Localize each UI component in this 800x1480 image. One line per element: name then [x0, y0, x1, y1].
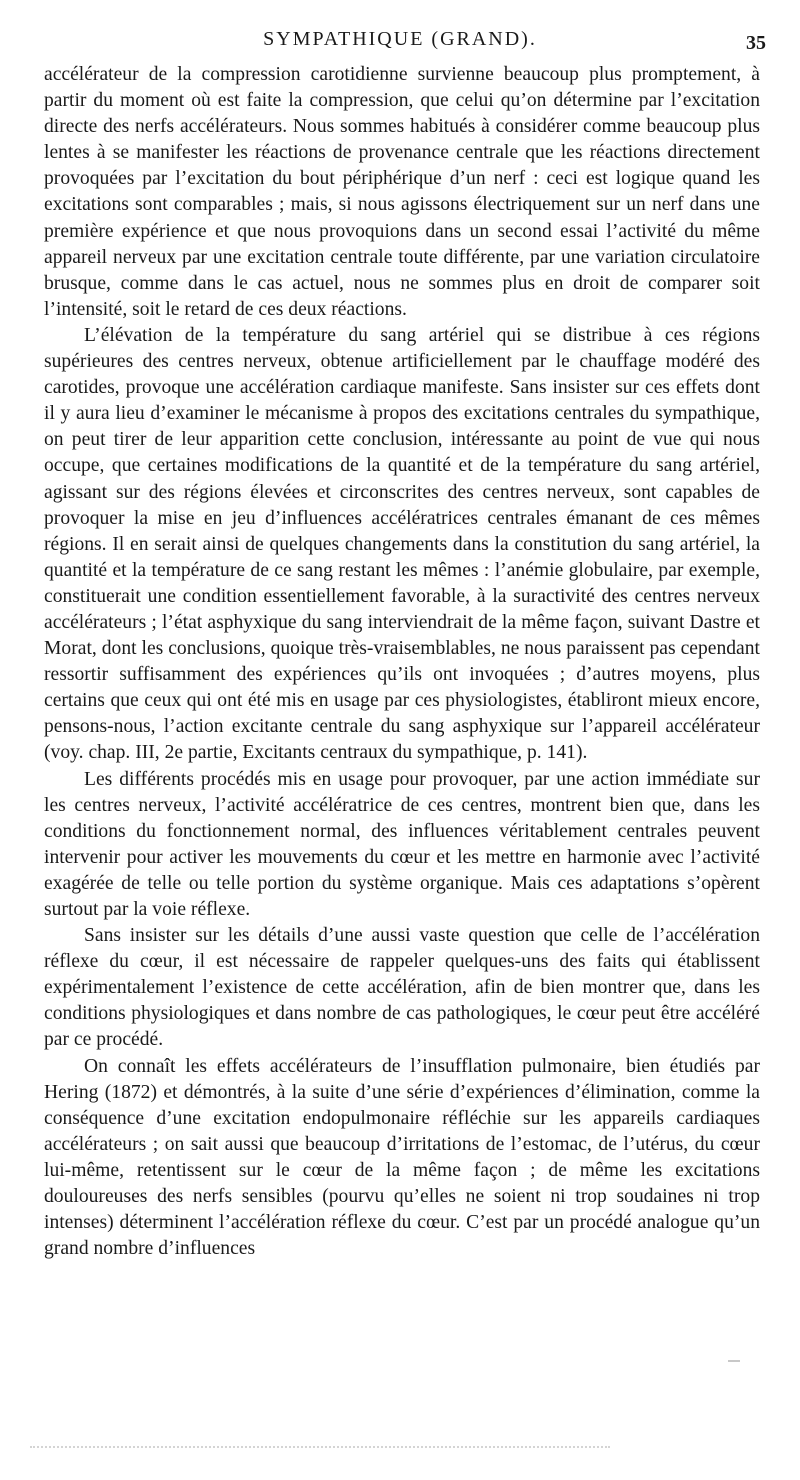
- page-number: 35: [746, 32, 766, 54]
- body-text: [44, 62, 760, 1262]
- paragraph-5: On connaît les effets accélérateurs de l’insufflation pulmonaire, bien étudiés par Hering (1872) et démontrés, à la suite d’une série d’expériences d’élimination, comme la conséquence d’une excitation endopulmonaire réfléchie sur les appareils cardiaques accélérateurs ; on sait aussi que beaucoup d’irritations de l’estomac, de l’utérus, du cœur lui-même, retentissent sur le cœur de la même façon ; de même les excitations douloureuses des nerfs sensibles (pourvu qu’elles ne soient ni trop soudaines ni trop intenses) déterminent l’accélération réflexe du cœur. C’est par un procédé analogue qu’un grand nombre d’influences: [44, 1055, 760, 1260]
- paragraph-4: Sans insister sur les détails d’une aussi vaste question que celle de l’accélération réflexe du cœur, il est nécessaire de rappeler quelques-uns des faits qui établissent expérimentalement l’existence de cette accélération, afin de bien montrer que, dans les conditions physiologiques et dans nombre de cas pathologiques, le cœur peut être accéléré par ce procédé.: [44, 925, 760, 1051]
- print-mark: [728, 1360, 740, 1362]
- paragraph-1: accélérateur de la compression carotidienne survienne beaucoup plus promptement, à partir du moment où est faite la compression, que celui qu’on détermine par l’excitation directe des nerfs accélérateurs. Nous sommes habitués à considérer comme beaucoup plus lentes à se manifester les réactions de provenance centrale que les réactions directement provoquées par l’excitation du bout périphérique d’un nerf : ceci est logique quand les excitations sont comparables ; mais, si nous agissons électriquement sur un nerf dans une première expérience et que nous provoquions dans un second essai l’activité du même appareil nerveux par une excitation centrale toute différente, par une variation circulatoire brusque, comme dans le cas actuel, nous ne sommes plus en droit de comparer soit l’intensité, soit le retard de ces deux réactions.: [44, 64, 760, 320]
- running-title: SYMPATHIQUE (GRAND).: [263, 28, 537, 50]
- paragraph-2: L’élévation de la température du sang artériel qui se distribue à ces régions supérieures des centres nerveux, obtenue artificiellement par le chauffage modéré des carotides, provoque une accélération cardiaque manifeste. Sans insister sur ces effets dont il y aura lieu d’examiner le mécanisme à propos des excitations centrales du sympathique, on peut tirer de leur apparition cette conclusion, intéressante au point de vue qui nous occupe, que certaines modifications de la quantité et de la température du sang artériel, agissant sur des régions élevées et circonscrites des centres nerveux, sont capables de provoquer la mise en jeu d’influences accélératrices centrales émanant de ces mêmes régions. Il en serait ainsi de quelques changements dans la constitution du sang artériel, la quantité et la température de ce sang restant les mêmes : l’anémie globulaire, par exemple, constituerait une condition essentiellement favorable, à la suractivité des centres nerveux accélérateurs ; l’état asphyxique du sang interviendrait de la même façon, suivant Dastre et Morat, dont les conclusions, quoique très-vraisemblables, ne nous paraissent pas cependant ressortir suffisamment des expériences qu’ils ont invoquées ; d’autres moyens, plus certains que ceux qui ont été mis en usage par ces physiologistes, établiront mieux encore, pensons-nous, l’action excitante centrale du sang asphyxique sur l’appareil accélérateur (voy. chap. III, 2e partie, Excitants centraux du sympathique, p. 141).: [44, 324, 760, 764]
- paragraph-3: Les différents procédés mis en usage pour provoquer, par une action immédiate sur les centres nerveux, l’activité accélératrice de ces centres, montrent bien que, dans les conditions du fonctionnement normal, des influences véritablement centrales peuvent intervenir pour activer les mouvements du cœur et les mettre en harmonie avec l’activité exagérée de telle ou telle portion du système organique. Mais ces adaptations s’opèrent surtout par la voie réflexe.: [44, 768, 760, 920]
- footer-bleed-through: [30, 1440, 610, 1448]
- running-header: [0, 28, 800, 58]
